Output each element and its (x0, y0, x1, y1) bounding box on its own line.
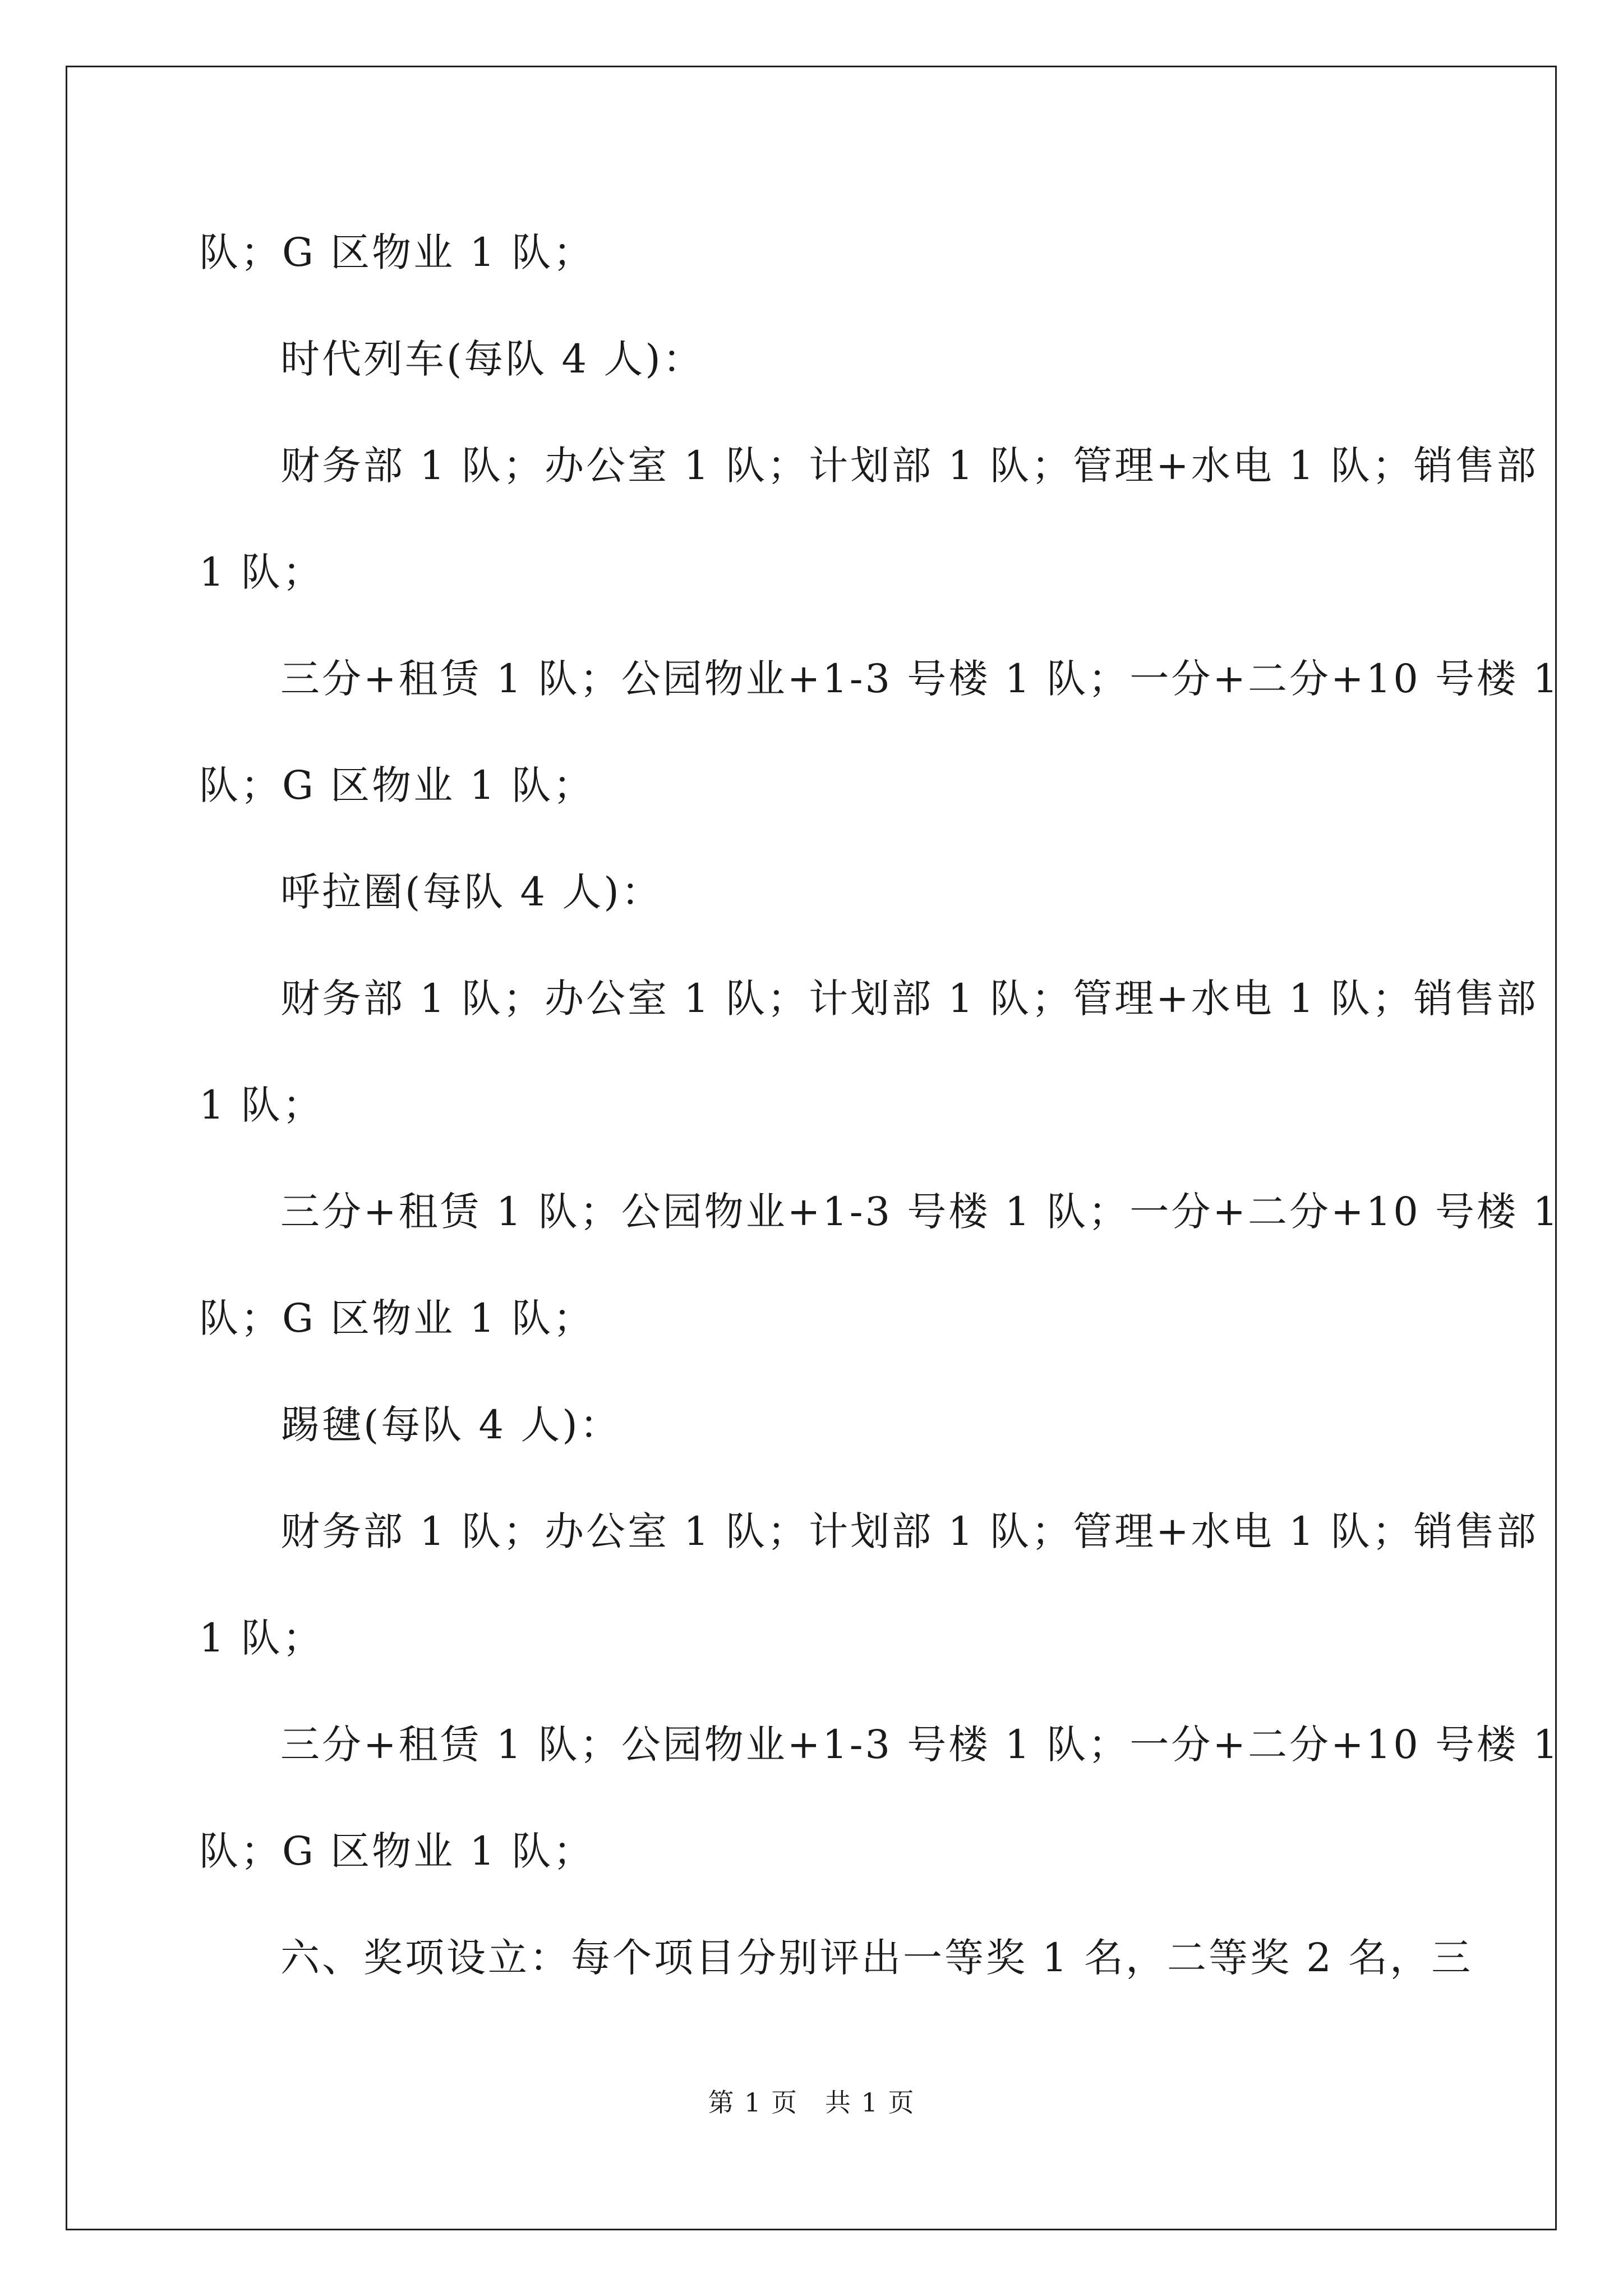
text-line: 队；G 区物业 1 队； (199, 1828, 595, 1874)
text-line: 队；G 区物业 1 队； (199, 762, 595, 808)
section-heading-awards: 六、奖项设立：每个项目分别评出一等奖 1 名，二等奖 2 名，三 (280, 1935, 1473, 1981)
section-heading-shuttlecock: 踢毽(每队 4 人)： (280, 1402, 621, 1448)
text-line: 队；G 区物业 1 队； (199, 1295, 595, 1341)
text-line: 财务部 1 队；办公室 1 队；计划部 1 队；管理+水电 1 队；销售部 (280, 1508, 1538, 1554)
section-heading-hula-hoop: 呼拉圈(每队 4 人)： (280, 869, 663, 915)
page-number-footer: 第 1 页 共 1 页 (708, 2087, 915, 2118)
text-line: 财务部 1 队；办公室 1 队；计划部 1 队；管理+水电 1 队；销售部 (280, 443, 1538, 489)
page-border (66, 66, 1557, 2230)
text-line: 三分+租赁 1 队；公园物业+1-3 号楼 1 队；一分+二分+10 号楼 1 (280, 1722, 1560, 1768)
text-line: 财务部 1 队；办公室 1 队；计划部 1 队；管理+水电 1 队；销售部 (280, 976, 1538, 1022)
text-line: 三分+租赁 1 队；公园物业+1-3 号楼 1 队；一分+二分+10 号楼 1 (280, 1189, 1560, 1235)
section-heading-time-train: 时代列车(每队 4 人)： (280, 336, 704, 382)
text-line: 1 队； (199, 1615, 324, 1661)
text-line: 队；G 区物业 1 队； (199, 229, 595, 275)
text-line: 1 队； (199, 549, 324, 595)
text-line: 1 队； (199, 1082, 324, 1128)
text-line: 三分+租赁 1 队；公园物业+1-3 号楼 1 队；一分+二分+10 号楼 1 (280, 656, 1560, 702)
